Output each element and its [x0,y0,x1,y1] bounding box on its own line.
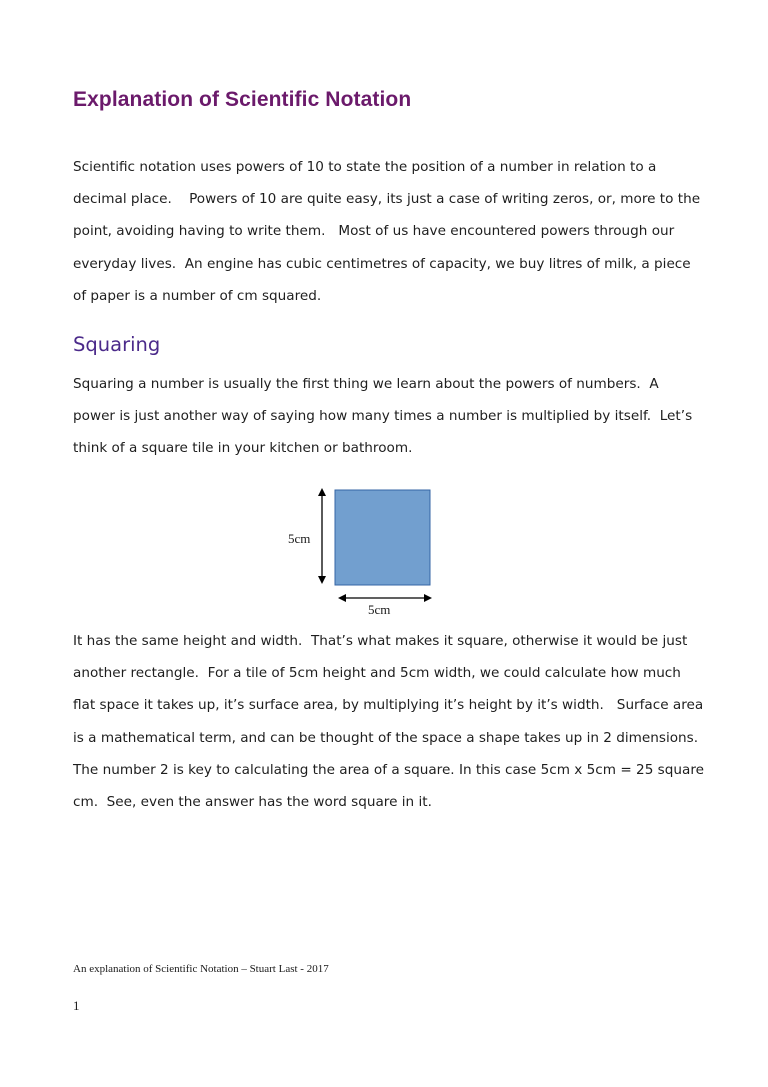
intro-line: point, avoiding having to write them. Most of us have encountered powers through our [73,223,675,240]
intro-line: of paper is a number of cm squared. [73,287,322,304]
explanation-line: another rectangle. For a tile of 5cm height and 5cm width, we could calculate how much [73,665,681,682]
width-label: 5cm [368,602,391,617]
document-title: Explanation of Scientific Notation [73,88,412,111]
squaring-line: power is just another way of saying how many times a number is multiplied by itself. Let’s [73,408,693,425]
squaring-line: Squaring a number is usually the first thing we learn about the powers of numbers. A [73,376,659,392]
explanation-line: cm. See, even the answer has the word square in it. [73,794,432,811]
intro-paragraph [73,151,701,312]
explanation-line: flat space it takes up, it’s surface area, by multiplying it’s height by it’s width. Surface area [73,697,704,714]
page-footer: An explanation of Scientific Notation – Stuart Last - 2017 [73,963,329,975]
squaring-paragraph [73,368,698,465]
explanation-paragraph [73,625,704,818]
intro-line: decimal place. Powers of 10 are quite easy, its just a case of writing zeros, or, more to the [73,191,701,208]
explanation-line: It has the same height and width. That’s what makes it square, otherwise it would be just [73,633,688,649]
height-label: 5cm [288,531,311,546]
page-number: 1 [73,998,80,1013]
intro-line: Scientific notation uses powers of 10 to state the position of a number in relation to a [73,159,657,175]
section-heading-squaring: Squaring [73,333,161,356]
explanation-line: The number 2 is key to calculating the area of a square. In this case 5cm x 5cm = 25 square [73,761,704,778]
explanation-line: is a mathematical term, and can be thought of the space a shape takes up in 2 dimensions. [73,729,699,746]
square-tile [335,490,430,585]
intro-line: everyday lives. An engine has cubic centimetres of capacity, we buy litres of milk, a piece [73,255,691,272]
squaring-line: think of a square tile in your kitchen or bathroom. [73,440,413,457]
square-tile-diagram [280,480,440,620]
